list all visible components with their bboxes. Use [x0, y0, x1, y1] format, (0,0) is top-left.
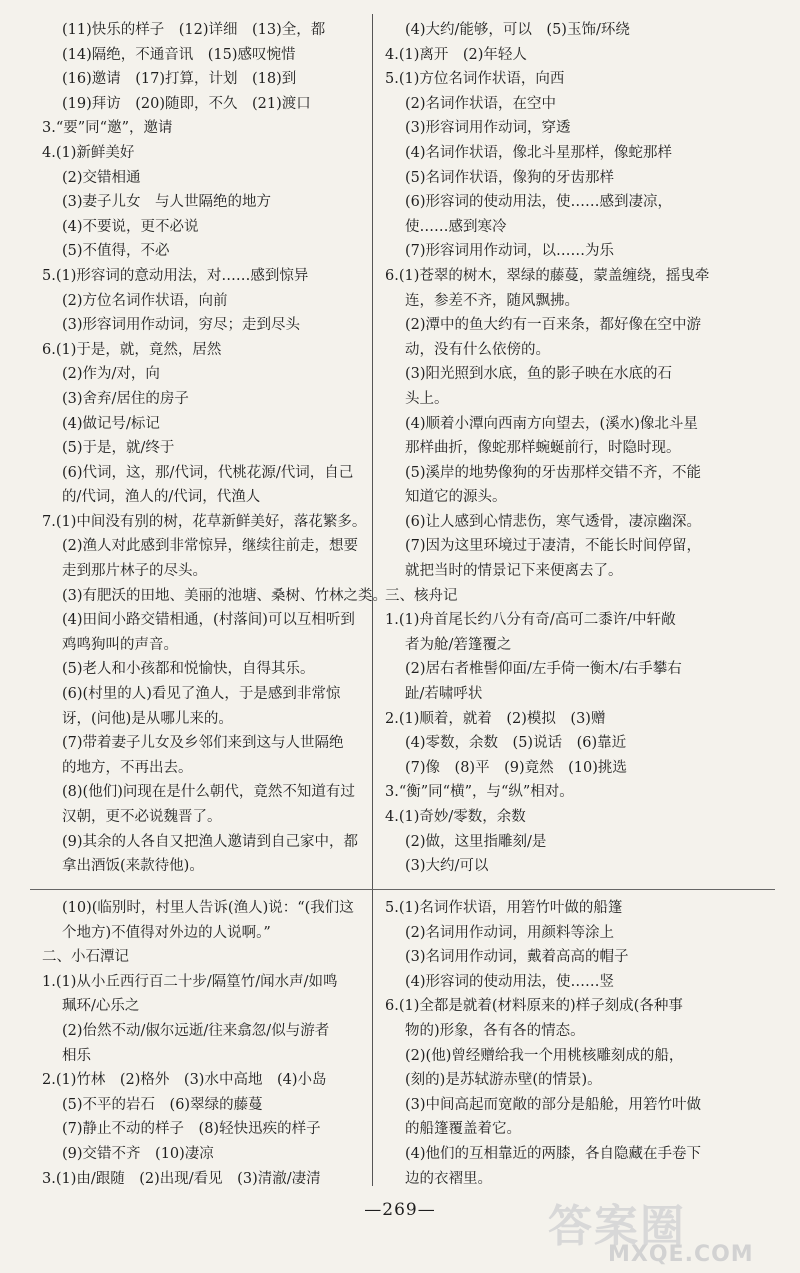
answer-line: (2)作为/对，向: [62, 366, 160, 383]
answer-line: 6.(1)全都是就着(材料原来的)样子刻成(各种事: [385, 998, 683, 1015]
answer-line: 1.(1)舟首尾长约八分有奇/高可二黍许/中轩敞: [385, 612, 676, 629]
answer-line: (5)不值得，不必: [62, 243, 170, 260]
answer-line: (4)顺着小潭向西南方向望去，(溪水)像北斗星: [405, 415, 698, 432]
answer-line: (3)形容词用作动词，穿透: [405, 120, 571, 137]
answer-line: 那样曲折，像蛇那样蜿蜒前行，时隐时现。: [405, 440, 681, 457]
answer-line: 4.(1)奇妙/零数，余数: [385, 809, 526, 825]
answer-line: (2)做，这里指雕刻/是: [405, 833, 547, 850]
answer-line: 知道它的源头。: [405, 489, 507, 506]
answer-line: 6.(1)于是，就，竟然，居然: [42, 341, 222, 358]
right-column-top: [385, 18, 740, 879]
answer-line: 4.(1)新鲜美好: [42, 144, 135, 161]
answer-line: (7)形容词用作动词，以……为乐: [405, 243, 615, 260]
answer-line: (5)名词作状语，像狗的牙齿那样: [405, 169, 615, 186]
answer-line: (3)阳光照到水底，鱼的影子映在水底的石: [405, 366, 673, 383]
answer-line: (4)形容词的使动用法，使……竖: [405, 973, 615, 990]
answer-line: (7)因为这里环境过于凄清，不能长时间停留，: [405, 538, 702, 555]
right-column-bottom: [385, 896, 740, 1191]
answer-line: 个地方)不值得对外边的人说啊。”: [62, 924, 271, 941]
answer-line: (16)邀请 (17)打算，计划 (18)到: [62, 71, 297, 88]
answer-line: (7)像 (8)平 (9)竟然 (10)挑选: [405, 759, 627, 776]
answer-line: (3)形容词用作动词，穷尽；走到尽头: [62, 317, 301, 334]
answer-line: (4)大约/能够，可以 (5)玉饰/环绕: [405, 22, 630, 38]
left-column-top: [42, 18, 397, 879]
answer-line: (2)方位名词作状语，向前: [62, 292, 228, 309]
answer-line: (2)潭中的鱼大约有一百来条，都好像在空中游: [405, 317, 702, 334]
answer-line: (2)居右者椎髻仰面/左手倚一衡木/右手攀右: [405, 661, 682, 678]
page-number: —269—: [364, 1200, 436, 1220]
answer-line: (7)静止不动的样子 (8)轻快迅疾的样子: [62, 1121, 321, 1138]
answer-line: 连，参差不齐，随风飘拂。: [405, 292, 579, 309]
answer-line: (4)零数，余数 (5)说话 (6)靠近: [405, 735, 627, 752]
answer-line: 就把当时的情景记下来便离去了。: [405, 563, 623, 580]
answer-line: 者为舱/箬篷覆之: [405, 636, 512, 653]
answer-line: (5)老人和小孩都和悦愉快，自得其乐。: [62, 661, 315, 678]
answer-line: (9)其余的人各自又把渔人邀请到自己家中，都: [62, 833, 359, 850]
answer-line: 珮环/心乐之: [62, 998, 140, 1015]
answer-line: (刻的)是苏轼游赤壁(的情景)。: [405, 1072, 602, 1089]
answer-line: (2)名词用作动词，用颜料等涂上: [405, 924, 615, 941]
answer-line: (4)做记号/标记: [62, 415, 160, 432]
answer-line: 3.“要”同“邀”，邀请: [42, 120, 173, 137]
answer-line: 5.(1)形容词的意动用法，对……感到惊异: [42, 267, 309, 284]
answer-line: (5)不平的岩石 (6)翠绿的藤蔓: [62, 1096, 263, 1113]
answer-line: (3)名词用作动词，戴着高高的帽子: [405, 949, 629, 966]
answer-line: (2)渔人对此感到非常惊异，继续往前走，想要: [62, 538, 359, 555]
answer-line: (6)代词，这，那/代词，代桃花源/代词，自己: [62, 464, 354, 481]
answer-line: 的/代词，渔人的/代词，代渔人: [62, 489, 261, 506]
answer-line: 汉朝，更不必说魏晋了。: [62, 809, 222, 825]
watermark-site-text: MXQE.COM: [608, 1242, 754, 1267]
answer-line: (10)(临别时，村里人告诉(渔人)说：“(我们这: [62, 900, 354, 916]
answer-line: (3)舍弃/居住的房子: [62, 390, 189, 407]
answer-line: 动，没有什么依傍的。: [405, 341, 550, 358]
answer-line: 鸡鸣狗叫的声音。: [62, 636, 178, 653]
answer-line: (5)于是，就/终于: [62, 440, 175, 457]
answer-line: 4.(1)离开 (2)年轻人: [385, 46, 527, 63]
answer-line: 边的衣褶里。: [405, 1170, 492, 1187]
answer-line: (2)名词作状语，在空中: [405, 95, 557, 112]
answer-line: 走到那片林子的尽头。: [62, 563, 207, 580]
answer-line: 7.(1)中间没有别的树，花草新鲜美好，落花繁多。: [42, 513, 367, 530]
answer-line: (9)交错不齐 (10)凄凉: [62, 1145, 214, 1162]
answer-line: 二、小石潭记: [42, 949, 129, 966]
answer-line: 3.“衡”同“横”，与“纵”相对。: [385, 784, 574, 801]
answer-line: 2.(1)顺着，就着 (2)模拟 (3)赠: [385, 710, 606, 727]
answer-line: 1.(1)从小丘西行百二十步/隔篁竹/闻水声/如鸣: [42, 973, 338, 990]
answer-line: (4)他们的互相靠近的两膝，各自隐藏在手卷下: [405, 1145, 702, 1162]
answer-line: 5.(1)名词作状语，用箬竹叶做的船篷: [385, 900, 623, 916]
answer-line: 6.(1)苍翠的树木，翠绿的藤蔓，蒙盖缠绕，摇曳牵: [385, 267, 710, 284]
answer-line: 5.(1)方位名词作状语，向西: [385, 71, 565, 88]
answer-line: 相乐: [62, 1047, 91, 1064]
answer-line: (6)(村里的人)看见了渔人，于是感到非常惊: [62, 686, 341, 703]
answer-line: (2)佁然不动/俶尔远逝/往来翕忽/似与游者: [62, 1022, 330, 1039]
answer-line: (4)名词作状语，像北斗星那样，像蛇那样: [405, 144, 673, 161]
answer-line: (3)大约/可以: [405, 858, 489, 875]
left-column-bottom: [42, 896, 397, 1191]
answer-line: (3)有肥沃的田地、美丽的池塘、桑树、竹林之类。: [62, 587, 388, 604]
answer-line: (5)溪岸的地势像狗的牙齿那样交错不齐，不能: [405, 464, 702, 481]
answer-line: 的船篷覆盖着它。: [405, 1121, 521, 1138]
answer-line: 使……感到寒冷: [405, 218, 507, 235]
answer-line: (19)拜访 (20)随即，不久 (21)渡口: [62, 95, 311, 112]
watermark-logo: [548, 1190, 778, 1268]
answer-line: 拿出酒饭(来款待他)。: [62, 858, 204, 875]
answer-line: (3)中间高起而宽敞的部分是船舱，用箬竹叶做: [405, 1096, 702, 1113]
answer-line: 三、核舟记: [385, 587, 458, 604]
answer-line: (14)隔绝，不通音讯 (15)感叹惋惜: [62, 46, 296, 63]
answer-line: 2.(1)竹林 (2)格外 (3)水中高地 (4)小岛: [42, 1072, 327, 1089]
answer-line: (4)不要说，更不必说: [62, 218, 199, 235]
answer-line: 头上。: [405, 390, 449, 407]
answer-line: (2)交错相通: [62, 169, 141, 186]
answer-line: (4)田间小路交错相通，(村落间)可以互相听到: [62, 612, 355, 629]
answer-line: (2)(他)曾经赠给我一个用桃核雕刻成的船，: [405, 1047, 684, 1064]
horizontal-divider: [30, 889, 775, 890]
answer-line: (7)带着妻子儿女及乡邻们来到这与人世隔绝: [62, 735, 344, 752]
answer-line: (3)妻子儿女 与人世隔绝的地方: [62, 194, 272, 211]
answer-line: (11)快乐的样子 (12)详细 (13)全，都: [62, 22, 326, 38]
answer-line: 趾/若啸呼状: [405, 686, 483, 703]
answer-line: 物的)形象，各有各的情态。: [405, 1022, 585, 1039]
watermark-logo-text: 答案圈: [548, 1201, 686, 1252]
answer-line: 3.(1)由/跟随 (2)出现/看见 (3)清澈/凄清: [42, 1170, 321, 1187]
answer-line: 的地方，不再出去。: [62, 759, 193, 776]
answer-line: (6)形容词的使动用法，使……感到凄凉，: [405, 194, 673, 211]
answer-line: 讶，(问他)是从哪儿来的。: [62, 710, 233, 727]
answer-line: (6)让人感到心情悲伤，寒气透骨，凄凉幽深。: [405, 513, 702, 530]
answer-line: (8)(他们)问现在是什么朝代，竟然不知道有过: [62, 784, 355, 801]
